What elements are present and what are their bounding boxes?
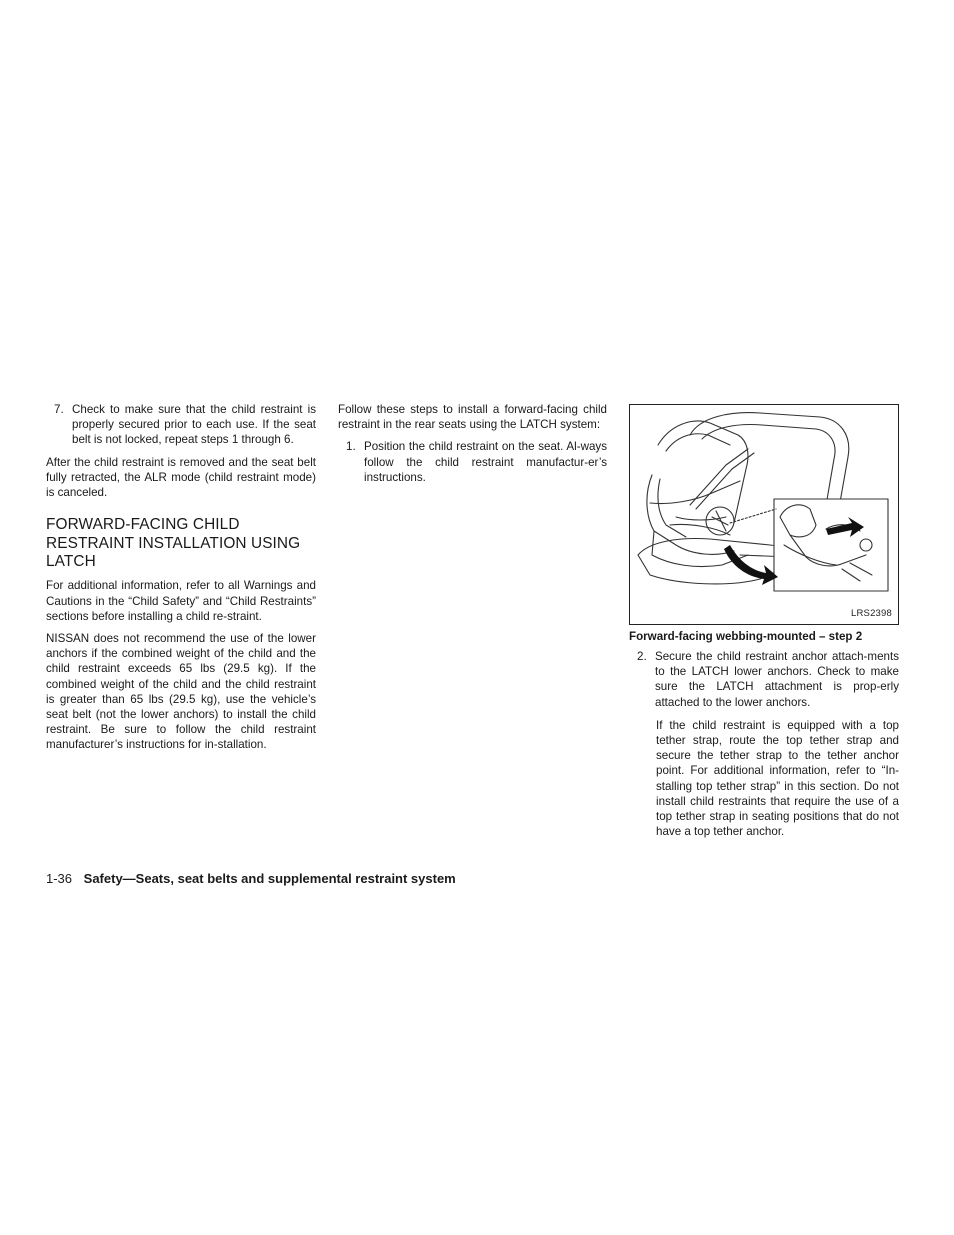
page-number: 1-36 xyxy=(46,871,73,886)
intro-paragraph: Follow these steps to install a forward-facing child restraint in the rear seats using the LATCH system: xyxy=(338,403,607,432)
step-2-item xyxy=(629,649,899,710)
section-title: Safety—Seats, seat belts and supplemental restraint system xyxy=(83,871,456,886)
additional-info-paragraph: For additional information, refer to all Warnings and Cautions in the “Child Safety” and “Child Restraints” sections before installing a child re-straint. xyxy=(46,579,316,623)
right-column xyxy=(629,404,899,839)
child-seat-illustration xyxy=(630,405,898,624)
top-tether-paragraph: If the child restraint is equipped with a top tether strap, route the top tether strap and secure the tether strap to the tether anchor point. For additional information, refer to “In-stalling top tether strap” in this section. Do not install child restraints that require the use of a top tether strap in seating positions that do not have a top tether anchor. xyxy=(656,718,899,839)
step-number: 1. xyxy=(346,440,356,454)
step-text: Check to make sure that the child restraint is properly secured prior to each use. If the seat belt is not locked, repeat steps 1 through 6. xyxy=(72,403,316,447)
figure-caption: Forward-facing webbing-mounted – step 2 xyxy=(629,630,863,643)
step-text: Position the child restraint on the seat. Al-ways follow the child restraint manufactur-er’s instructions. xyxy=(364,440,607,484)
step-number: 7. xyxy=(54,403,64,416)
latch-installation-figure xyxy=(629,404,899,625)
section-heading: FORWARD-FACING CHILD RESTRAINT INSTALLATION USING LATCH xyxy=(46,516,301,571)
step-text: Secure the child restraint anchor attach-ments to the LATCH lower anchors. Check to make sure the LATCH attachment is prop-erly attached to the lower anchors. xyxy=(655,650,899,709)
alr-cancel-paragraph: After the child restraint is removed and the seat belt fully retracted, the ALR mode (child restraint mode) is canceled. xyxy=(46,455,316,500)
figure-code: LRS2398 xyxy=(850,607,892,619)
middle-column xyxy=(338,402,607,485)
step-7-item xyxy=(46,402,316,448)
page-footer xyxy=(46,871,456,887)
step-1-item xyxy=(338,439,607,485)
left-column xyxy=(46,402,316,753)
step-number: 2. xyxy=(637,650,647,663)
weight-limit-paragraph: NISSAN does not recommend the use of the lower anchors if the combined weight of the child and the child restraint exceeds 65 lbs (29.5 kg). If the combined weight of the child and the child restraint is greater than 65 lbs (29.5 kg), use the vehicle’s seat belt (not the lower anchors) to install the child restraint. Be sure to follow the child restraint manufacturer’s instructions for in-stallation. xyxy=(46,632,316,752)
